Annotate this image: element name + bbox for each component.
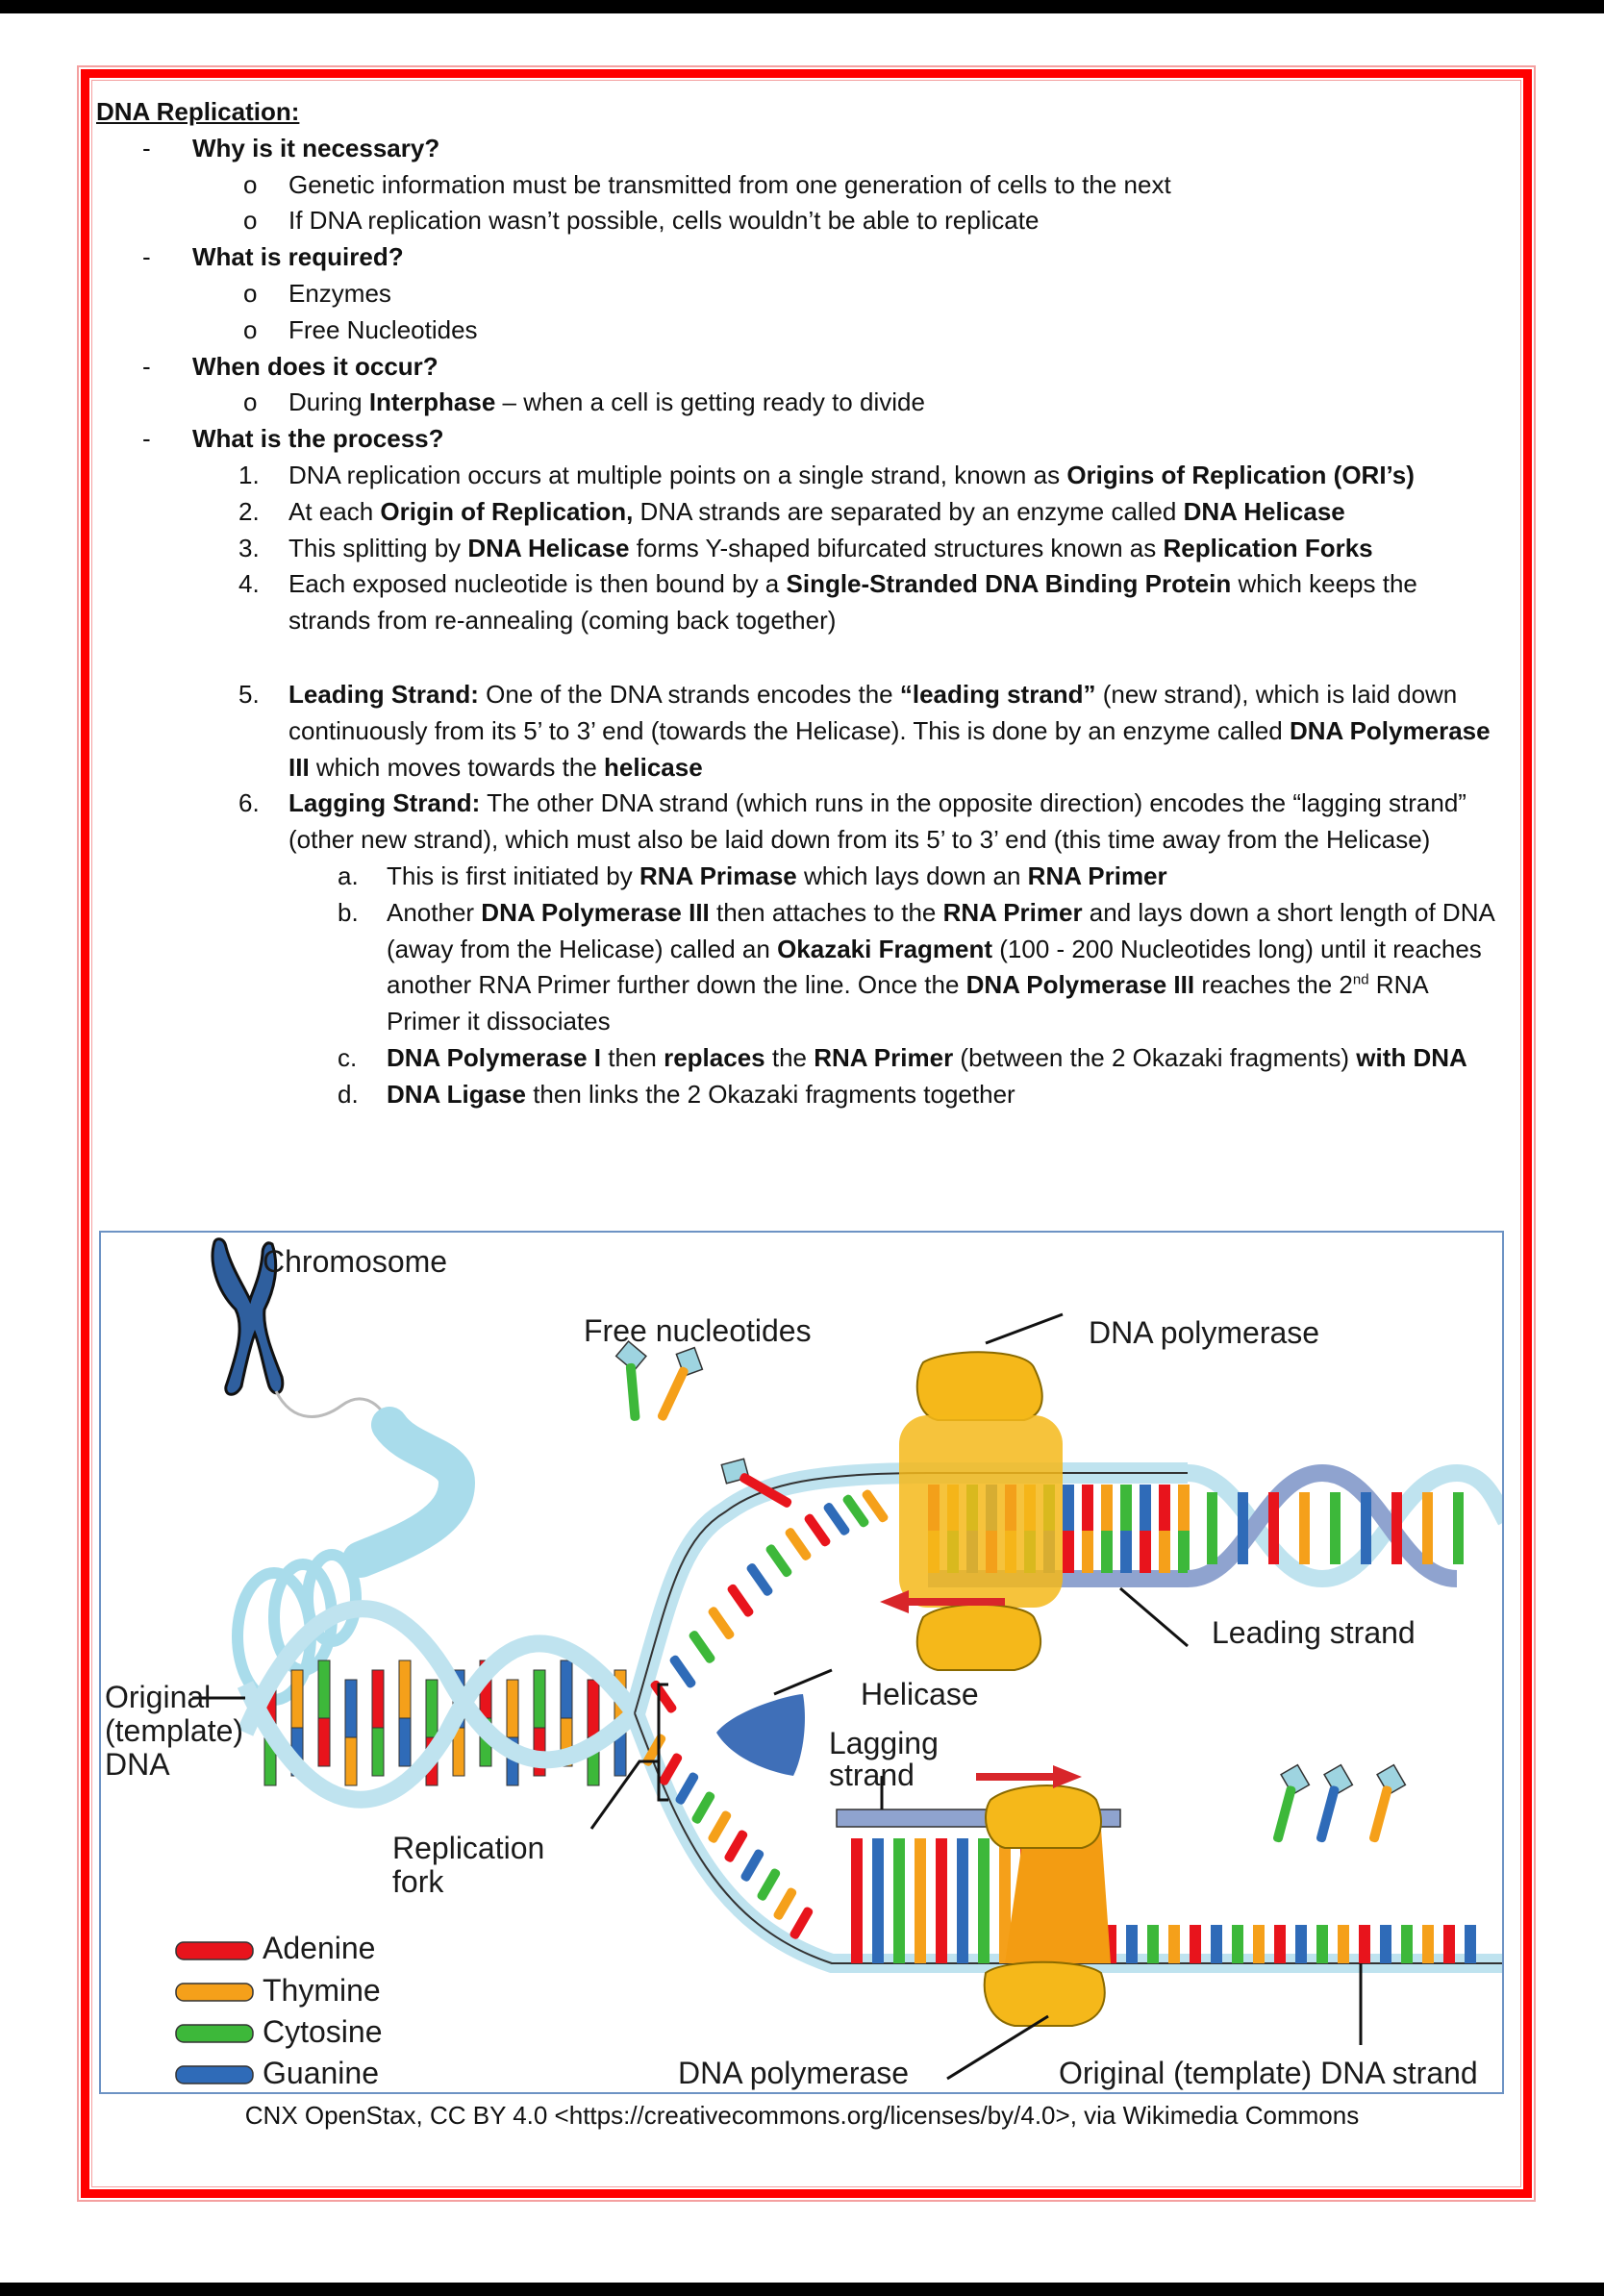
base-pair xyxy=(1422,1492,1433,1564)
base-single xyxy=(674,1771,700,1806)
free-nucleotide xyxy=(1360,1761,1410,1846)
substep-c: c. DNA Polymerase I then replaces the RNA Primer (between the 2 Okazaki fragments) with DNA xyxy=(338,1042,1467,1072)
chromatin-fiber xyxy=(361,1425,457,1560)
legend-swatch-guanine xyxy=(176,2066,253,2084)
base-template xyxy=(1147,1925,1159,1963)
base-single xyxy=(690,1790,716,1825)
base-template xyxy=(872,1838,884,1963)
polymerase-leader-line xyxy=(986,1314,1063,1343)
label-replication-fork-line2: fork xyxy=(392,1864,444,1899)
base-template xyxy=(851,1838,863,1963)
step-4: 4. Each exposed nucleotide is then bound by a Single-Stranded DNA Binding Protein which keeps the strands from re-annealing (coming back together) xyxy=(238,569,1417,636)
base-template xyxy=(936,1838,947,1963)
base-pair-bottom xyxy=(1063,1531,1074,1573)
base-pair xyxy=(1361,1492,1371,1564)
base-pair-bottom xyxy=(1159,1531,1170,1573)
base-pair-top xyxy=(588,1680,599,1737)
base-pair-top xyxy=(1063,1485,1074,1531)
step-5: 5. Leading Strand: One of the DNA strands encodes the “leading strand” (new strand), which is laid down continuously from its 5’ to 3’ end (towards the Helicase). This is done by an enzyme called DNA Polymerase III which moves towards the helicase xyxy=(238,679,1491,782)
base-legend xyxy=(176,1942,253,2084)
substep-a: a. This is first initiated by RNA Primase which lays down an RNA Primer xyxy=(338,861,1167,890)
base-single xyxy=(1368,1785,1392,1844)
label-replication-fork-line1: Replication xyxy=(392,1831,545,1865)
base-template xyxy=(915,1838,926,1963)
base-pair-top xyxy=(291,1670,303,1728)
base-pair-top xyxy=(372,1670,384,1728)
dna-polymerase-top xyxy=(899,1352,1063,1670)
base-template xyxy=(1380,1925,1391,1963)
dna-replication-diagram xyxy=(99,1231,1504,2094)
base-pair-top xyxy=(1159,1485,1170,1531)
base-single xyxy=(822,1501,851,1536)
base-pair-bottom xyxy=(1140,1531,1151,1573)
base-template xyxy=(1190,1925,1201,1963)
legend-label-cytosine: Cytosine xyxy=(263,2014,383,2049)
base-single xyxy=(784,1527,813,1562)
base-single xyxy=(772,1886,798,1921)
base-template xyxy=(1338,1925,1349,1963)
base-pair-bottom xyxy=(345,1737,357,1785)
base-single xyxy=(707,1606,736,1641)
base-pair xyxy=(1207,1492,1217,1564)
label-original-line1: Original xyxy=(105,1680,212,1714)
label-dna-polymerase-bottom: DNA polymerase xyxy=(678,2056,910,2090)
document-body xyxy=(96,94,1519,1113)
label-lagging-strand-line1: Lagging xyxy=(829,1726,939,1760)
base-pair-top xyxy=(1101,1485,1113,1531)
bullet-item: o Genetic information must be transmitted from one generation of cells to the next xyxy=(243,169,1171,199)
legend-swatch-thymine xyxy=(176,1984,253,2001)
bullet-item: o Free Nucleotides xyxy=(243,314,478,344)
base-pair-bottom xyxy=(1101,1531,1113,1573)
step-2: 2. At each Origin of Replication, DNA strands are separated by an enzyme called DNA Helicase xyxy=(238,496,1345,526)
base-template xyxy=(1465,1925,1476,1963)
base-single xyxy=(626,1363,640,1422)
base-pair-top xyxy=(318,1660,330,1718)
section-heading: - When does it occur? xyxy=(142,351,439,381)
base-single xyxy=(739,1848,765,1883)
free-nucleotide xyxy=(614,1340,651,1422)
base-single xyxy=(789,1906,815,1940)
section-heading: - Why is it necessary? xyxy=(142,133,440,162)
parent-double-helix xyxy=(245,1609,635,1800)
substep-d: d. DNA Ligase then links the 2 Okazaki fragments together xyxy=(338,1079,1015,1109)
base-pair-bottom xyxy=(399,1718,411,1766)
substep-b: b. Another DNA Polymerase III then attaches to the RNA Primer and lays down a short length of DNA (away from the Helicase) called an Okazaki Fragment (100 - 200 Nucleotides long) until it reaches another RNA Primer further down the line. Once the DNA Polymerase III reaches the 2nd RNA Primer it dissociates xyxy=(338,897,1494,1036)
base-template xyxy=(1232,1925,1243,1963)
base-pair-top xyxy=(345,1680,357,1737)
base-pair xyxy=(1391,1492,1402,1564)
section-heading: - What is required? xyxy=(142,242,404,272)
label-leading-strand: Leading strand xyxy=(1212,1615,1416,1650)
base-single xyxy=(1316,1785,1340,1844)
leading-strand-leader-line xyxy=(1120,1588,1188,1646)
base-pair-bottom xyxy=(1120,1531,1132,1573)
base-template xyxy=(1295,1925,1307,1963)
base-single xyxy=(756,1867,782,1902)
helicase-icon xyxy=(716,1694,805,1776)
base-single xyxy=(688,1630,716,1665)
label-free-nucleotides: Free nucleotides xyxy=(584,1313,812,1348)
label-lagging-strand-line2: strand xyxy=(829,1758,915,1792)
base-pair xyxy=(1453,1492,1464,1564)
base-template xyxy=(1316,1925,1328,1963)
legend-label-adenine: Adenine xyxy=(263,1931,376,1965)
base-template xyxy=(1401,1925,1413,1963)
label-chromosome: Chromosome xyxy=(263,1244,448,1279)
base-single xyxy=(726,1583,755,1618)
direction-arrow-right xyxy=(976,1765,1082,1788)
base-template xyxy=(1359,1925,1370,1963)
free-nucleotide xyxy=(648,1342,709,1427)
base-pair-bottom xyxy=(1178,1531,1190,1573)
base-template xyxy=(1253,1925,1265,1963)
base-pair xyxy=(1268,1492,1279,1564)
base-pair-top xyxy=(507,1680,518,1737)
polymerase-bottom-leader-line xyxy=(947,2016,1048,2079)
label-dna-polymerase-top: DNA polymerase xyxy=(1089,1315,1320,1350)
base-single xyxy=(707,1809,733,1844)
base-single xyxy=(1272,1785,1296,1844)
legend-label-thymine: Thymine xyxy=(263,1973,381,2008)
base-pair-top xyxy=(1120,1485,1132,1531)
base-single xyxy=(745,1562,774,1598)
legend-swatch-cytosine xyxy=(176,2025,253,2042)
free-nucleotide xyxy=(1264,1761,1314,1846)
base-template xyxy=(957,1838,968,1963)
document-title: DNA Replication: xyxy=(96,97,300,126)
base-pair-top xyxy=(399,1660,411,1718)
base-pair-top xyxy=(1178,1485,1190,1531)
base-pair-bottom xyxy=(372,1728,384,1776)
base-pair-bottom xyxy=(1082,1531,1093,1573)
base-template xyxy=(1126,1925,1138,1963)
helicase-leader-line xyxy=(774,1670,832,1694)
base-pair-top xyxy=(534,1670,545,1728)
base-single xyxy=(657,1365,689,1422)
base-template xyxy=(1443,1925,1455,1963)
base-template xyxy=(893,1838,905,1963)
image-credit: CNX OpenStax, CC BY 4.0 <https://creativecommons.org/licenses/by/4.0>, via Wikimedia Commons xyxy=(244,2101,1360,2130)
free-nucleotide xyxy=(1307,1761,1357,1846)
bullet-item: o If DNA replication wasn’t possible, cells wouldn’t be able to replicate xyxy=(243,206,1040,236)
legend-label-guanine: Guanine xyxy=(263,2056,379,2090)
base-single xyxy=(723,1829,749,1863)
base-pair xyxy=(1299,1492,1310,1564)
legend-swatch-adenine xyxy=(176,1942,253,1959)
base-template xyxy=(1274,1925,1286,1963)
base-pair-top xyxy=(1082,1485,1093,1531)
base-pair-top xyxy=(561,1660,572,1718)
base-pair-top xyxy=(1140,1485,1151,1531)
bullet-item: o Enzymes xyxy=(243,278,391,308)
base-template xyxy=(978,1838,990,1963)
daughter-double-helix xyxy=(1188,1473,1504,1579)
label-original-line2: (template) xyxy=(105,1713,244,1748)
section-heading: - What is the process? xyxy=(142,424,444,454)
step-3: 3. This splitting by DNA Helicase forms Y-shaped bifurcated structures known as Replication Forks xyxy=(238,533,1373,562)
step-1: 1. DNA replication occurs at multiple points on a single strand, known as Origins of Replication (ORI’s) xyxy=(238,460,1415,489)
base-template xyxy=(1211,1925,1222,1963)
base-pair-bottom xyxy=(318,1718,330,1766)
base-single xyxy=(803,1512,832,1548)
base-single xyxy=(764,1543,793,1579)
label-original-line3: DNA xyxy=(105,1747,170,1782)
base-template xyxy=(1168,1925,1180,1963)
base-pair xyxy=(1238,1492,1248,1564)
base-pair-top xyxy=(426,1680,438,1737)
base-single xyxy=(668,1654,697,1689)
label-original-strand: Original (template) DNA strand xyxy=(1059,2056,1478,2090)
bullet-item: o During Interphase – when a cell is getting ready to divide xyxy=(243,387,925,417)
base-template xyxy=(1422,1925,1434,1963)
step-6: 6. Lagging Strand: The other DNA strand (which runs in the opposite direction) encodes the “lagging strand” (other new strand), which must also be laid down from its 5’ to 3’ end (this time away from the Helicase) xyxy=(238,788,1466,855)
label-helicase: Helicase xyxy=(861,1677,979,1711)
base-pair xyxy=(1330,1492,1341,1564)
